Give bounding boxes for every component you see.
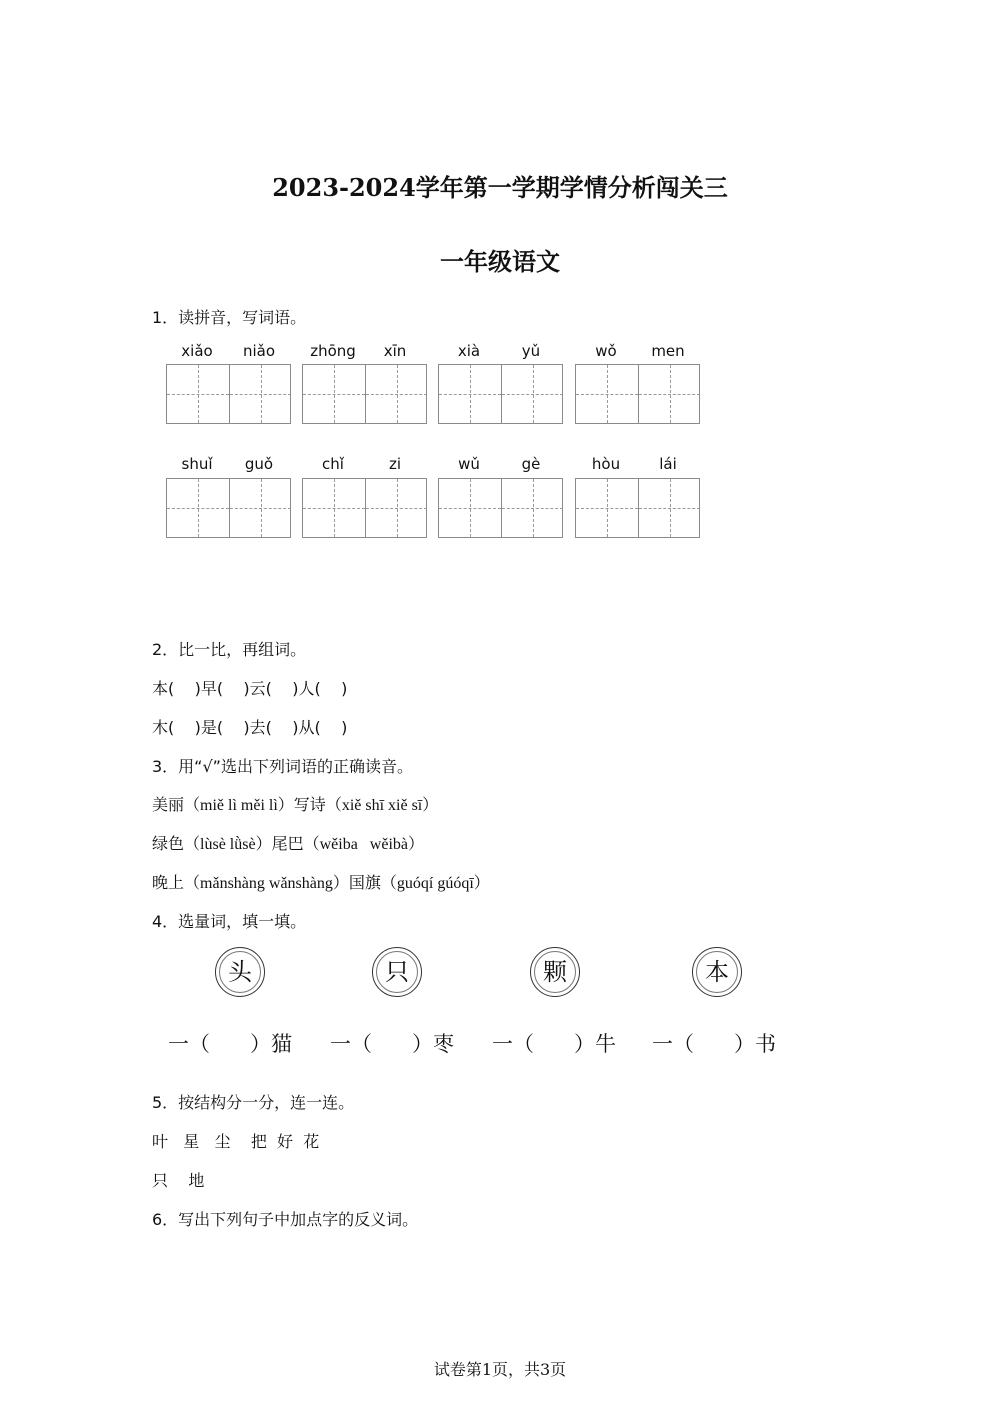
guide-line — [230, 508, 291, 509]
guide-line — [639, 508, 700, 509]
writing-box-pair — [438, 478, 563, 538]
pinyin-options: （mǎnshàng wǎnshàng） — [184, 875, 349, 892]
page-footer: 试卷第1页，共3页 — [433, 1360, 567, 1379]
writing-box-pair — [575, 364, 700, 424]
fill-in-blank: 一（ ）书 — [652, 1032, 777, 1056]
question-5-line-1: 叶 星 尘 把 好 花 — [152, 1132, 320, 1151]
question-4-heading: 4．选量词，填一填。 — [152, 912, 307, 931]
pinyin-syllable: xiǎo — [181, 342, 213, 360]
guide-line — [439, 394, 501, 395]
guide-line — [576, 508, 638, 509]
pinyin-syllable: zi — [388, 455, 402, 473]
tianzige-cell — [167, 479, 229, 537]
pinyin-syllable: zhōng — [310, 342, 356, 360]
guide-line — [303, 508, 365, 509]
guide-line — [502, 394, 563, 395]
question-3-line-1 — [152, 792, 438, 815]
guide-line — [167, 394, 229, 395]
page-title: 2023-2024学年第一学期学情分析闯关三 — [272, 173, 728, 202]
writing-box-pair — [302, 364, 427, 424]
guide-line — [639, 394, 700, 395]
pinyin-options: （guóqí gúóqī） — [380, 875, 490, 892]
guide-line — [366, 394, 427, 395]
writing-box-pair — [166, 478, 291, 538]
tianzige-cell — [303, 479, 365, 537]
tianzige-cell — [365, 365, 427, 423]
question-3-line-2 — [152, 831, 424, 854]
pinyin-syllable: xià — [457, 342, 481, 360]
fill-in-blank: 一（ ）猫 — [168, 1032, 293, 1056]
writing-box-pair — [438, 364, 563, 424]
writing-box-pair — [166, 364, 291, 424]
tianzige-cell — [365, 479, 427, 537]
tianzige-cell — [576, 365, 638, 423]
pinyin-syllable: wǒ — [595, 342, 617, 360]
pinyin-syllable: lái — [659, 455, 677, 473]
guide-line — [576, 394, 638, 395]
tianzige-cell — [638, 479, 700, 537]
guide-line — [167, 508, 229, 509]
guide-line — [230, 394, 291, 395]
tianzige-cell — [439, 365, 501, 423]
question-2-line-1: 本( )早( )云( )人( ) — [152, 679, 348, 698]
pinyin-options: （lùsè lǜsè） — [184, 836, 272, 853]
measure-word-circle: 颗 — [530, 947, 580, 997]
guide-line — [439, 508, 501, 509]
pinyin-syllable: chǐ — [322, 455, 344, 473]
tianzige-cell — [303, 365, 365, 423]
pinyin-options: （miě lì měi lì） — [184, 797, 294, 814]
pinyin-syllable: guǒ — [244, 455, 274, 473]
fill-in-blank: 一（ ）牛 — [492, 1032, 617, 1056]
word-weiba: 尾巴 — [271, 834, 304, 853]
pinyin-syllable: hòu — [591, 455, 621, 473]
tianzige-cell — [439, 479, 501, 537]
question-1-heading: 1．读拼音，写词语。 — [152, 308, 307, 327]
writing-box-pair — [575, 478, 700, 538]
pinyin-syllable: niǎo — [242, 342, 276, 360]
fill-in-blank: 一（ ）枣 — [330, 1032, 455, 1056]
tianzige-cell — [229, 479, 291, 537]
pinyin-options: （xiě shī xiě sī） — [325, 797, 439, 814]
pinyin-syllable: wǔ — [458, 455, 480, 473]
tianzige-cell — [501, 365, 563, 423]
question-5-heading: 5．按结构分一分，连一连。 — [152, 1093, 355, 1112]
word-wanshang: 晚上 — [152, 873, 185, 892]
question-3-heading: 3．用“√”选出下列词语的正确读音。 — [152, 757, 413, 776]
guide-line — [366, 508, 427, 509]
word-guoqi: 国旗 — [348, 873, 381, 892]
tianzige-cell — [229, 365, 291, 423]
word-luse: 绿色 — [152, 834, 185, 853]
question-3-line-3 — [152, 870, 490, 893]
tianzige-cell — [576, 479, 638, 537]
measure-word-circle: 头 — [215, 947, 265, 997]
tianzige-cell — [638, 365, 700, 423]
writing-box-pair — [302, 478, 427, 538]
page-subtitle: 一年级语文 — [440, 247, 560, 276]
guide-line — [502, 508, 563, 509]
word-meili: 美丽 — [152, 795, 185, 814]
measure-word-circle: 只 — [372, 947, 422, 997]
tianzige-cell — [501, 479, 563, 537]
question-5-line-2: 只 地 — [152, 1171, 205, 1190]
word-xieshi: 写诗 — [293, 795, 326, 814]
guide-line — [303, 394, 365, 395]
pinyin-syllable: gè — [521, 455, 541, 473]
measure-word-circle: 本 — [692, 947, 742, 997]
tianzige-cell — [167, 365, 229, 423]
question-6-heading: 6．写出下列句子中加点字的反义词。 — [152, 1210, 419, 1229]
pinyin-options: （wěiba wěibà） — [303, 836, 425, 853]
pinyin-syllable: men — [651, 342, 685, 360]
pinyin-syllable: shuǐ — [181, 455, 213, 473]
pinyin-syllable: yǔ — [521, 342, 541, 360]
question-2-heading: 2．比一比，再组词。 — [152, 640, 307, 659]
pinyin-syllable: xīn — [383, 342, 407, 360]
question-2-line-2: 木( )是( )去( )从( ) — [152, 718, 348, 737]
